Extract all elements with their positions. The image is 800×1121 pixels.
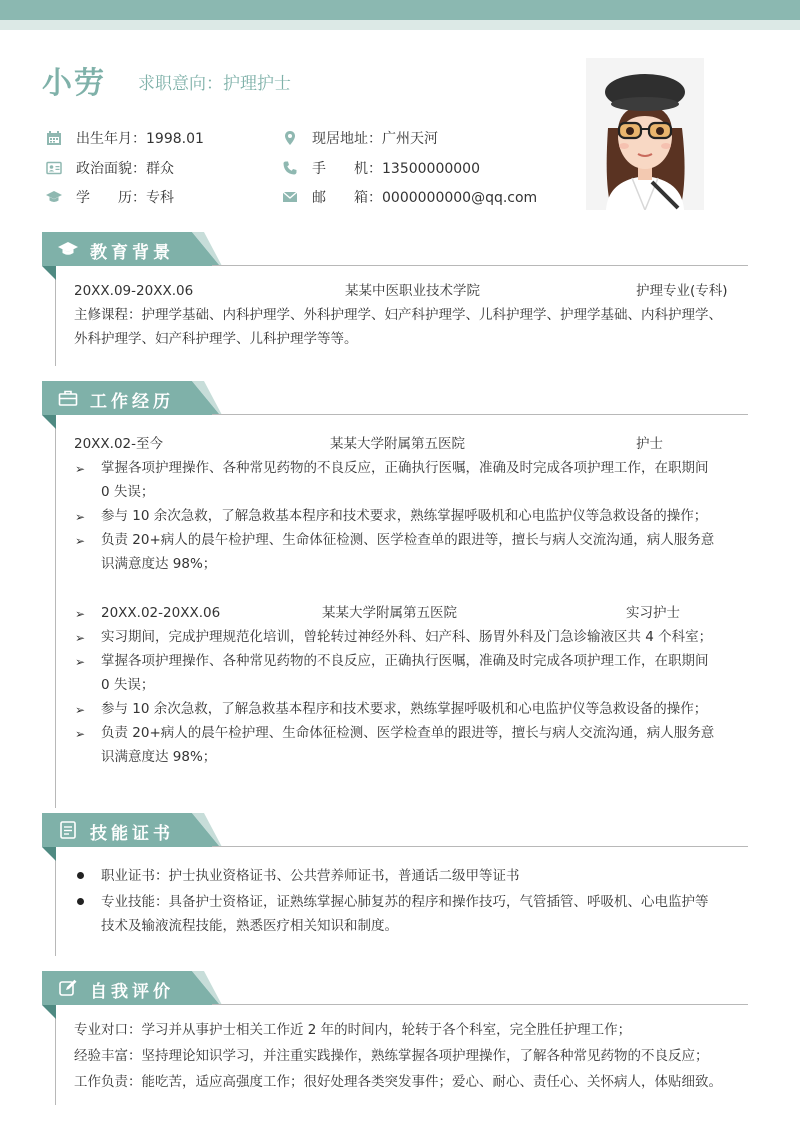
skill-certificates: 职业证书：护士执业资格证书、公共营养师证书，普通话二级甲等证书 xyxy=(101,868,520,884)
info-education xyxy=(46,187,174,207)
job2-bullet3: 参与 10 余次急救，了解急救基本程序和技术要求，熟练掌握呼吸机和心电监护仪等急救设备的操作； xyxy=(101,701,708,717)
briefcase-icon xyxy=(58,389,78,407)
location-pin-icon xyxy=(282,130,298,146)
top-accent-bar xyxy=(0,0,800,20)
arrow-bullet-icon: ➢ xyxy=(75,631,86,645)
birth-text: 出生年月：1998.01 xyxy=(76,131,204,147)
job1-org: 某某大学附属第五医院 xyxy=(330,436,465,452)
phone-icon xyxy=(282,160,298,176)
section-title: 教育背景 xyxy=(90,243,174,263)
job2-org: 某某大学附属第五医院 xyxy=(322,605,457,621)
arrow-bullet-icon: ➢ xyxy=(75,510,86,524)
job2-bullet2-line1: 掌握各项护理操作、各种常见药物的不良反应，正确执行医嘱，准确及时完成各项护理工作，在职期间 xyxy=(101,653,709,669)
section-vertical-line xyxy=(55,1005,56,1105)
arrow-bullet-icon: ➢ xyxy=(75,534,86,548)
job1-bullet1-line2: 0 失误； xyxy=(101,484,155,500)
section-header-education xyxy=(42,232,748,268)
section-header-work xyxy=(42,381,748,417)
section-vertical-line xyxy=(55,846,56,956)
job2-bullet1: 实习期间，完成护理规范化培训，曾轮转过神经外科、妇产科、肠胃外科及门急诊输液区共 4 个科室； xyxy=(101,629,713,645)
job1-role: 护士 xyxy=(636,436,663,452)
edu-period: 20XX.09-20XX.06 xyxy=(74,283,194,299)
edit-icon xyxy=(58,979,78,997)
arrow-bullet-icon: ➢ xyxy=(75,703,86,717)
job2-bullet4-line2: 识满意度达 98%； xyxy=(101,749,217,765)
section-title: 自我评价 xyxy=(90,982,174,1002)
profile-photo xyxy=(586,58,704,210)
job1-bullet3-line1: 负责 20+病人的晨午检护理、生命体征检测、医学检查单的跟进等，擅长与病人交流沟通，病人服务意 xyxy=(101,532,715,548)
section-title: 工作经历 xyxy=(90,392,174,412)
info-email xyxy=(282,187,537,207)
job-intent: 求职意向：护理护士 xyxy=(138,74,291,94)
graduation-cap-icon xyxy=(58,240,78,258)
job1-bullet2: 参与 10 余次急救，了解急救基本程序和技术要求，熟练掌握呼吸机和心电监护仪等急救设备的操作； xyxy=(101,508,708,524)
certificate-icon xyxy=(58,821,78,839)
address-text: 现居地址：广州天河 xyxy=(312,131,438,147)
section-header-skills xyxy=(42,813,748,849)
skill-professional-line1: 专业技能：具备护士资格证，证熟练掌握心肺复苏的程序和操作技巧，气管插管、呼吸机、心电监护等 xyxy=(101,894,709,910)
job2-period: 20XX.02-20XX.06 xyxy=(101,605,221,621)
graduation-cap-icon xyxy=(46,189,62,205)
info-birth xyxy=(46,128,204,148)
section-vertical-line xyxy=(55,266,56,366)
skill-professional-line2: 技术及输液流程技能，熟悉医疗相关知识和制度。 xyxy=(101,918,398,934)
section-header-self xyxy=(42,971,748,1007)
arrow-bullet-icon: ➢ xyxy=(75,462,86,476)
candidate-name: 小劳 xyxy=(42,66,106,101)
edu-school: 某某中医职业技术学院 xyxy=(345,283,480,299)
mail-icon xyxy=(282,189,298,205)
section-vertical-line xyxy=(55,414,56,808)
job2-bullet2-line2: 0 失误； xyxy=(101,677,155,693)
politics-text: 政治面貌：群众 xyxy=(76,161,174,177)
id-card-icon xyxy=(46,160,62,176)
self-eval-line1: 专业对口：学习并从事护士相关工作近 2 年的时间内，轮转于各个科室，完全胜任护理工作； xyxy=(74,1022,632,1038)
edu-courses-line1: 主修课程：护理学基础、内科护理学、外科护理学、妇产科护理学、儿科护理学、护理学基础、内科护理学、 xyxy=(74,307,722,323)
dot-bullet-icon xyxy=(77,872,84,879)
job2-role: 实习护士 xyxy=(626,605,680,621)
self-eval-line2: 经验丰富：坚持理论知识学习，并注重实践操作，熟练掌握各项护理操作，了解各种常见药物的不良反应； xyxy=(74,1048,709,1064)
self-eval-line3: 工作负责：能吃苦，适应高强度工作；很好处理各类突发事件；爱心、耐心、责任心、关怀病人，体贴细致。 xyxy=(74,1074,722,1090)
section-title: 技能证书 xyxy=(90,824,174,844)
education-text: 学 历：专科 xyxy=(76,190,174,206)
arrow-bullet-icon: ➢ xyxy=(75,727,86,741)
info-phone xyxy=(282,158,480,178)
dot-bullet-icon xyxy=(77,898,84,905)
job1-bullet3-line2: 识满意度达 98%； xyxy=(101,556,217,572)
job1-period: 20XX.02-至今 xyxy=(74,436,164,452)
job1-bullet1-line1: 掌握各项护理操作、各种常见药物的不良反应，正确执行医嘱，准确及时完成各项护理工作，在职期间 xyxy=(101,460,709,476)
edu-courses-line2: 外科护理学、妇产科护理学、儿科护理学等等。 xyxy=(74,331,358,347)
edu-major: 护理专业(专科) xyxy=(636,283,728,299)
info-address xyxy=(282,128,438,148)
email-text: 邮 箱：0000000000@qq.com xyxy=(312,190,538,206)
phone-text: 手 机：13500000000 xyxy=(312,161,480,177)
arrow-bullet-icon: ➢ xyxy=(75,607,86,621)
arrow-bullet-icon: ➢ xyxy=(75,655,86,669)
info-politics xyxy=(46,158,174,178)
top-accent-bar-light xyxy=(0,20,800,30)
calendar-icon xyxy=(46,130,62,146)
job2-bullet4-line1: 负责 20+病人的晨午检护理、生命体征检测、医学检查单的跟进等，擅长与病人交流沟通，病人服务意 xyxy=(101,725,715,741)
